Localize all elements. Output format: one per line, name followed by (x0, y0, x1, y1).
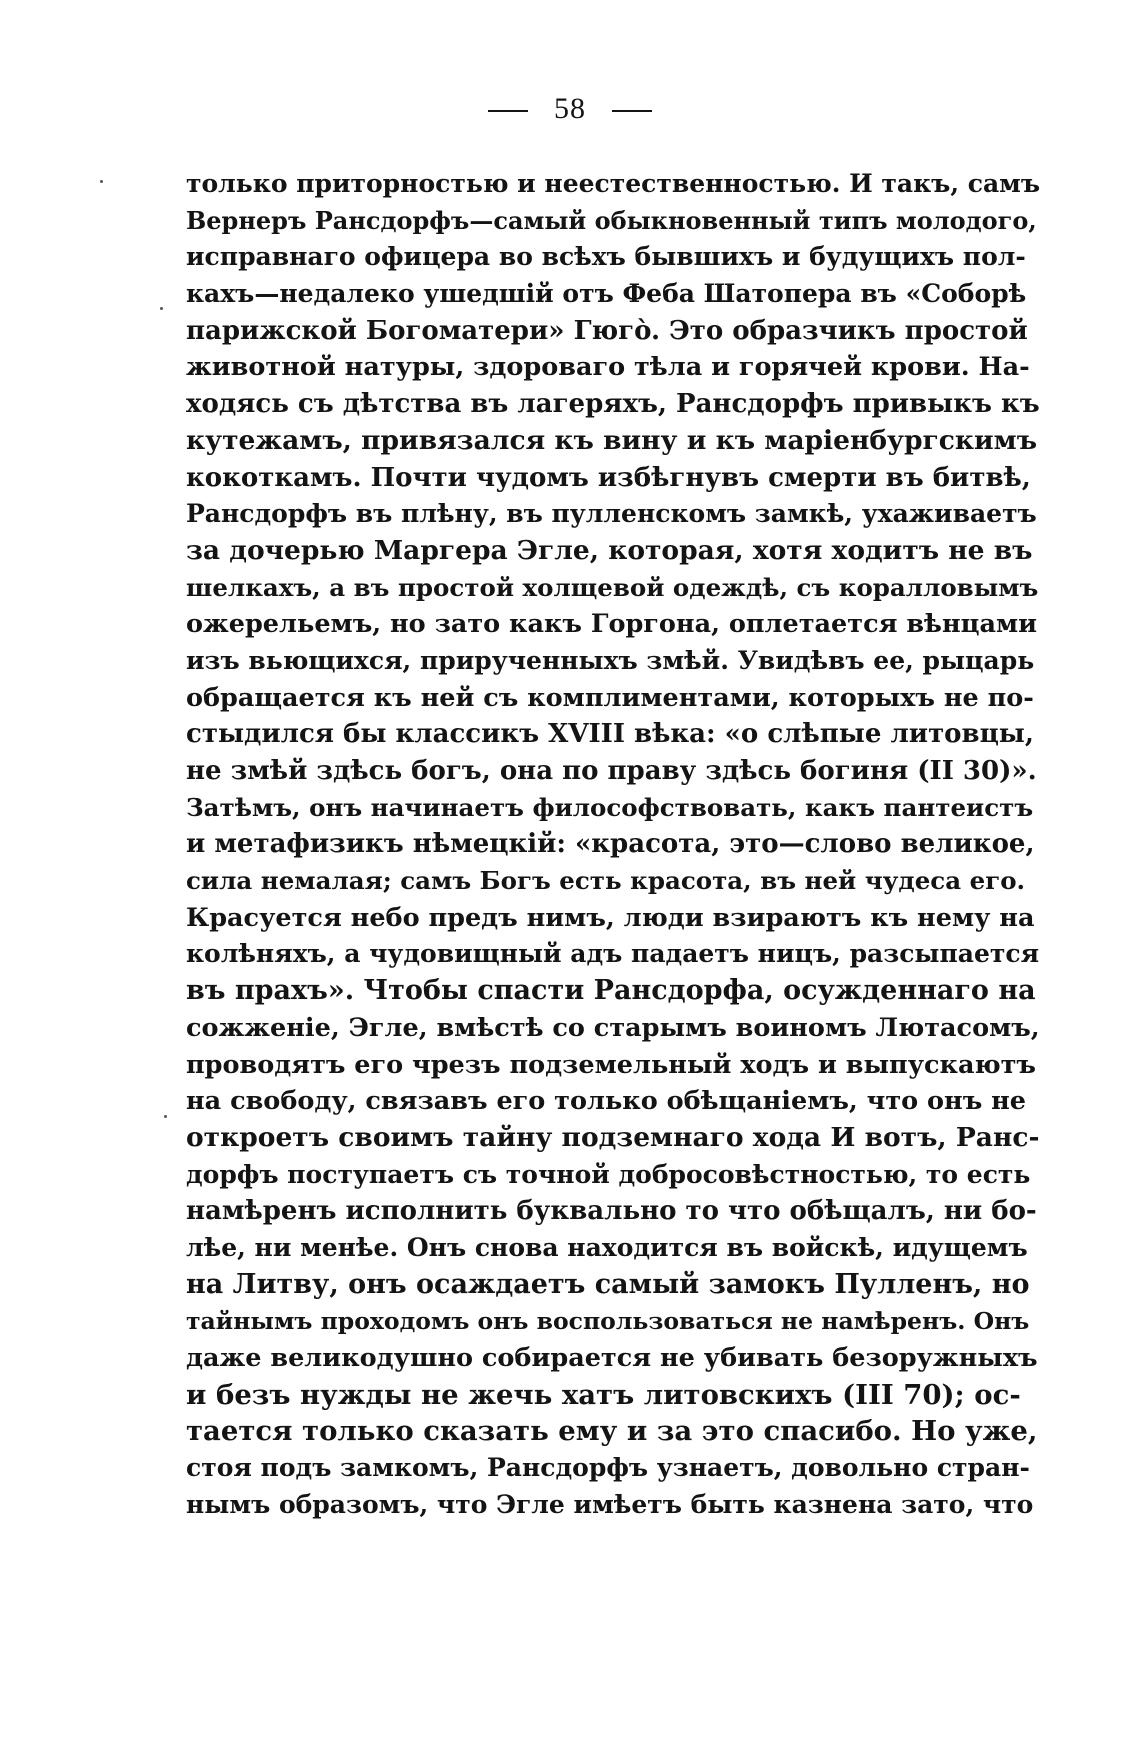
text-line: Вернеръ Рансдорфъ—самый обыкновенный типъ молодого, (186, 205, 1037, 235)
header-dash-left (488, 110, 528, 112)
text-line: кутежамъ, привязался къ вину и къ маріенбургскимъ (186, 424, 1038, 456)
text-line: кокоткамъ. Почти чудомъ избѣгнувъ смерти въ битвѣ, (186, 462, 1031, 493)
text-line: тайнымъ проходомъ онъ воспользоваться не намѣренъ. Онъ (186, 1307, 1030, 1336)
text-line: откроетъ своимъ тайну подземнаго хода И вотъ, Ранс- (186, 1121, 1040, 1153)
text-line: колѣняхъ, а чудовищный адъ падаетъ ницъ, разсыпается (186, 939, 1040, 969)
text-line: тается только сказать ему и за это спасибо. Но уже, (186, 1415, 1038, 1448)
text-line: Красуется небо предъ нимъ, люди взираютъ къ нему на (186, 902, 1035, 933)
text-line: дорфъ поступаетъ съ точной добросовѣстностью, то есть (186, 1159, 1031, 1189)
text-line: на свободу, связавъ его только обѣщаніемъ, что онъ не (186, 1086, 1027, 1117)
text-line: сила немалая; самъ Богъ есть красота, въ ней чудеса его. (186, 866, 1026, 896)
print-speck (100, 180, 103, 183)
text-line: Рансдорфъ въ плѣну, въ пулленскомъ замкѣ, ухаживаетъ (186, 499, 1037, 529)
text-line: стоя подъ замкомъ, Рансдорфъ узнаетъ, довольно стран- (186, 1453, 1030, 1483)
text-line: ожерельемъ, но зато какъ Горгона, оплетается вѣнцами (186, 609, 1038, 640)
text-line: за дочерью Маргера Эгле, которая, хотя ходитъ не въ (186, 534, 1033, 566)
text-line: сожженіе, Эгле, вмѣстѣ со старымъ воиномъ Лютасомъ, (186, 1012, 1040, 1043)
text-line: и метафизикъ нѣмецкій: «красота, это—слово великое, (186, 829, 1035, 860)
text-line: только приторностью и неестественностью. И такъ, самъ (186, 169, 1041, 198)
print-speck (164, 1115, 167, 1118)
text-line: обращается къ ней съ комплиментами, которыхъ не по- (186, 682, 1034, 713)
page-number-header (0, 92, 1140, 126)
text-line: въ прахъ». Чтобы спасти Рансдорфа, осужденнаго на (186, 975, 1036, 1007)
text-line: кахъ—недалеко ушедшій отъ Феба Шатопера въ «Соборѣ (186, 279, 1027, 309)
text-line: намѣренъ исполнить буквально то что обѣщалъ, ни бо- (186, 1196, 1037, 1227)
text-line: шелкахъ, а въ простой холщевой одеждѣ, съ коралловымъ (186, 572, 1039, 602)
text-line: парижской Богоматери» Гюгò. Это образчикъ простой (186, 315, 1028, 346)
text-line: нымъ образомъ, что Эгле имѣетъ быть казнена зато, что (186, 1489, 1034, 1519)
text-line: ходясь съ дѣтства въ лагеряхъ, Рансдорфъ привыкъ къ (186, 389, 1040, 420)
text-line: даже великодушно собирается не убивать безоружныхъ (186, 1343, 1038, 1373)
body-text (186, 166, 1041, 1523)
text-line: исправнаго офицера во всѣхъ бывшихъ и будущихъ пол- (186, 242, 1026, 272)
text-line: на Литву, онъ осаждаетъ самый замокъ Пулленъ, но (186, 1268, 1030, 1300)
header-dash-right (612, 110, 652, 112)
text-line: лѣе, ни менѣе. Онъ снова находится въ войскѣ, идущемъ (186, 1232, 1028, 1262)
text-line: Затѣмъ, онъ начинаетъ философствовать, какъ пантеистъ (186, 792, 1034, 822)
text-line: изъ вьющихся, прирученныхъ змѣй. Увидѣвъ ее, рыцарь (186, 645, 1035, 675)
print-speck (160, 307, 163, 310)
text-line: животной натуры, здороваго тѣла и горячей крови. На- (186, 352, 1030, 383)
text-line: не змѣй здѣсь богъ, она по праву здѣсь богиня (II 30)». (186, 756, 1037, 786)
page-number: 58 (554, 92, 586, 125)
text-line: и безъ нужды не жечь хатъ литовскихъ (III 70); ос- (186, 1378, 1021, 1411)
text-line: проводятъ его чрезъ подземельный ходъ и выпускаютъ (186, 1049, 1036, 1080)
text-line: стыдился бы классикъ XVIII вѣка: «о слѣпые литовцы, (186, 719, 1034, 750)
